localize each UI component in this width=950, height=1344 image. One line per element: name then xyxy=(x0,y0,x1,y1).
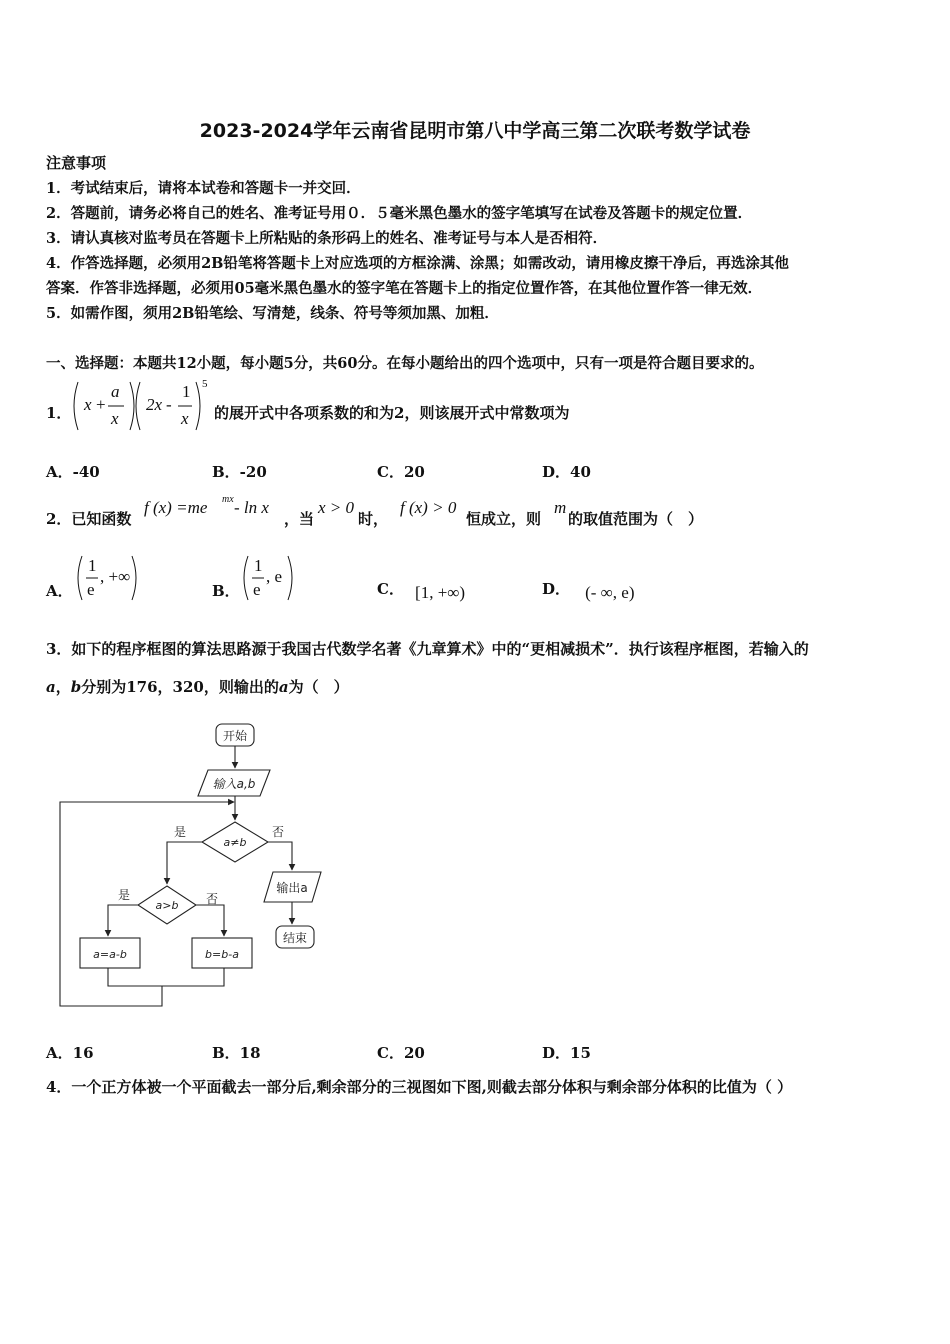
flow-no1: 否 xyxy=(271,825,285,839)
flow-end-text: 结束 xyxy=(282,931,308,945)
q1-number: 1． xyxy=(46,404,72,422)
q2-option-c xyxy=(377,578,466,602)
q3-var-a-out: a xyxy=(278,678,289,696)
q1-xden2: x xyxy=(181,409,189,428)
q2-option-d xyxy=(542,578,635,602)
flow-assign-a-text: a=a-b xyxy=(93,948,127,961)
q3-line-1: 3．如下的程序框图的算法思路源于我国古代数学名著《九章算术》中的“更相减损术”．执行该程序框图，若输入的 xyxy=(46,640,809,658)
q1-minus: - xyxy=(166,395,172,414)
flow-cond1-text: a≠b xyxy=(223,836,247,849)
q2-option-b xyxy=(212,552,332,604)
flow-assign-b-text: b=b-a xyxy=(205,948,239,961)
q3-text-mid: 分别为176，320，则输出的 xyxy=(81,678,279,696)
flow-cond2-text: a>b xyxy=(155,899,179,912)
q3-option-b: B．18 xyxy=(212,1044,261,1062)
question-2 xyxy=(46,496,926,526)
q3-line-2 xyxy=(46,676,349,697)
q2-function-exp: mx xyxy=(222,494,234,505)
q1-option-d: D．40 xyxy=(542,463,591,481)
notice-item-4: 4．作答选择题，必须用2B铅笔将答题卡上对应选项的方框涂满、涂黑；如需改动，请用橡皮擦干净后，再选涂其他 xyxy=(46,255,789,272)
flow-output-text: 输出a xyxy=(276,881,308,895)
q3-var-a: a xyxy=(46,678,56,696)
q1-text: 的展开式中各项系数的和为2，则该展开式中常数项为 xyxy=(214,404,570,422)
q2-inequality: f (x) > 0 xyxy=(400,498,457,517)
q1-xden: x xyxy=(111,409,119,428)
q2-option-c-label: C． xyxy=(377,580,404,598)
page-title: 2023-2024学年云南省昆明市第八中学高三第二次联考数学试卷 xyxy=(199,120,751,142)
q3-var-b: b xyxy=(70,678,82,696)
flow-input-text: 输入a,b xyxy=(212,777,256,791)
q1-option-a: A．-40 xyxy=(46,463,100,481)
q3-flowchart xyxy=(56,718,336,1014)
q2-option-a-num: 1 xyxy=(88,556,97,575)
q3-text-end: 为（ ） xyxy=(288,678,349,696)
q2-option-c-math: [1, +∞) xyxy=(415,583,466,602)
flow-yes1: 是 xyxy=(173,825,187,839)
q1-option-b: B．-20 xyxy=(212,463,267,481)
q3-option-d: D．15 xyxy=(542,1044,591,1062)
q2-option-a-rest: , +∞ xyxy=(100,567,131,586)
q2-option-d-label: D． xyxy=(542,580,571,598)
q2-option-a-den: e xyxy=(87,580,95,599)
q3-sep: ， xyxy=(55,678,71,696)
q1-a: a xyxy=(111,382,120,401)
q2-condition: x > 0 xyxy=(318,498,355,517)
q2-when: ，当 xyxy=(284,510,315,528)
q2-option-b-num: 1 xyxy=(254,556,263,575)
q3-option-a: A．16 xyxy=(46,1044,94,1062)
q2-text1: 恒成立，则 xyxy=(466,510,542,528)
q1-x: x xyxy=(84,395,92,414)
q1-plus: + xyxy=(96,395,106,414)
q2-option-a xyxy=(46,552,166,604)
q2-intro: 2．已知函数 xyxy=(46,510,132,528)
flow-start-text: 开始 xyxy=(222,729,248,743)
notice-item-1: 1．考试结束后，请将本试卷和答题卡一并交回． xyxy=(46,180,361,197)
q2-option-b-rest: , e xyxy=(266,567,283,586)
q2-option-d-math: (- ∞, e) xyxy=(585,583,635,602)
section-heading: 一、选择题：本题共12小题，每小题5分，共60分。在每小题给出的四个选项中，只有一项是符合题目要求的。 xyxy=(46,355,764,372)
q1-exponent: 5 xyxy=(202,378,208,390)
flow-yes2: 是 xyxy=(117,888,131,902)
q3-option-c: C．20 xyxy=(377,1044,425,1062)
q2-shi: 时， xyxy=(358,510,389,528)
q1-2x: 2x xyxy=(146,395,163,414)
q2-option-b-den: e xyxy=(253,580,261,599)
q4-text: 4．一个正方体被一个平面截去一部分后,剩余部分的三视图如下图,则截去部分体积与剩余部分体积的比值为（ ） xyxy=(46,1078,793,1096)
notice-item-5: 5．如需作图，须用2B铅笔绘、写清楚，线条、符号等须加黑、加粗． xyxy=(46,305,499,322)
notice-item-4-cont: 答案．作答非选择题，必须用05毫米黑色墨水的签字笔在答题卡上的指定位置作答，在其他位置作答一律无效． xyxy=(46,280,763,297)
q1-option-c: C．20 xyxy=(377,463,425,481)
flow-no2: 否 xyxy=(205,892,219,906)
q2-option-b-label: B． xyxy=(212,582,240,600)
q2-text2: 的取值范围为（ ） xyxy=(568,510,704,528)
q2-function-ln: - ln x xyxy=(234,498,269,517)
q2-option-a-label: A． xyxy=(46,582,73,600)
notice-heading: 注意事项 xyxy=(46,154,107,172)
q1-one: 1 xyxy=(182,382,191,401)
q2-function: f (x) =me xyxy=(144,498,208,517)
q2-m: m xyxy=(554,498,567,517)
notice-item-3: 3．请认真核对监考员在答题卡上所粘贴的条形码上的姓名、准考证号与本人是否相符． xyxy=(46,230,608,247)
notice-item-2: 2．答题前，请务必将自己的姓名、准考证号用０．５毫米黑色墨水的签字笔填写在试卷及答题卡的规定位置． xyxy=(46,205,753,222)
